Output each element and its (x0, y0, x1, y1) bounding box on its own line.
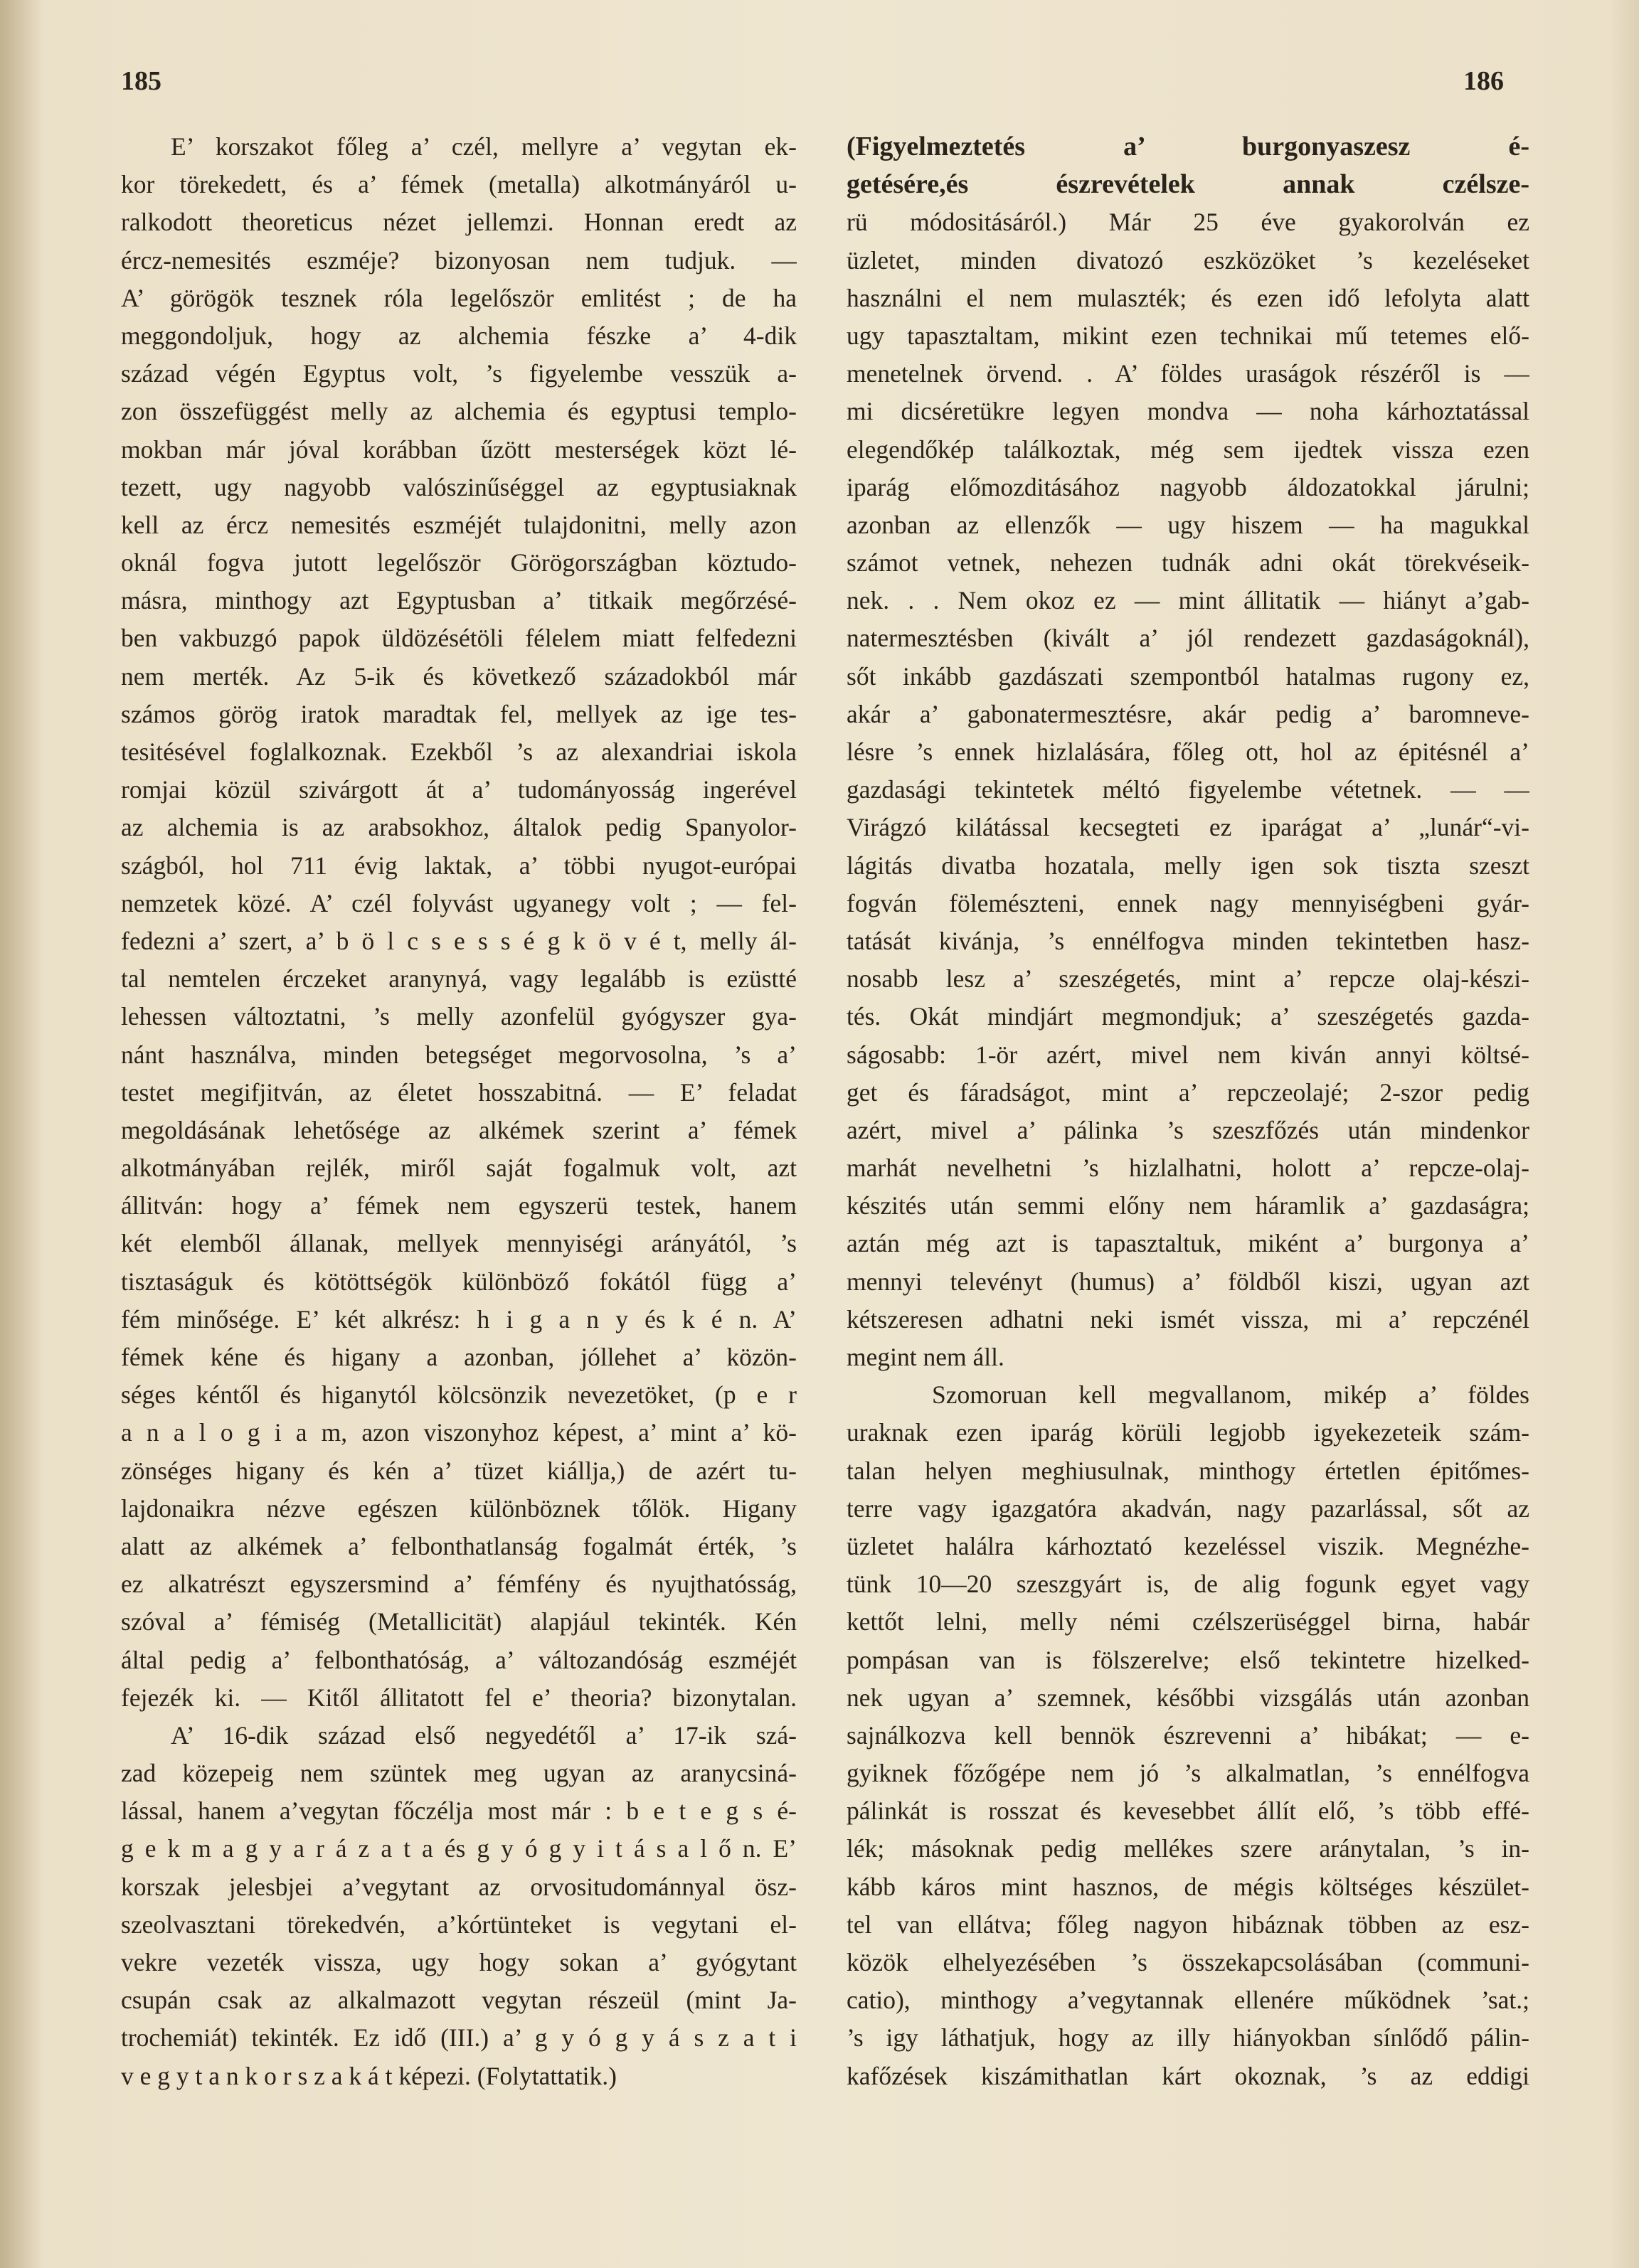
text-line: közök elhelyezésében ’s összekapcsolásában (communi- (847, 1948, 1529, 1976)
text-line: fogván fölemészteni, ennek nagy mennyiségbeni gyár- (847, 888, 1529, 917)
text-line: Virágzó kilátással kecsegteti ez iparágat a’ „lunár“-vi- (847, 813, 1529, 842)
text-line: ralkodott theoreticus nézet jellemzi. Honnan eredt az (121, 208, 797, 237)
text-line: mokban már jóval korábban űzött mesterségek közt lé- (121, 435, 797, 464)
text-line: megoldásának lehetősége az alkémek szerint a’ fémek (121, 1115, 797, 1144)
text-line: A’ görögök tesznek róla legelőször emlitést ; de ha (121, 283, 797, 312)
text-line: lajdonaikra nézve egészen különböznek tőlök. Higany (121, 1494, 797, 1523)
text-line: mi dicséretükre legyen mondva — noha kárhoztatással (847, 397, 1529, 426)
text-line: zon összefüggést melly az alchemia és egyptusi templo- (121, 397, 797, 426)
text-line: akár a’ gabonatermesztésre, akár pedig a’ baromneve- (847, 699, 1529, 728)
left-text-column (121, 128, 797, 2095)
text-line: nek. . . Nem okoz ez — mint állitatik — hiányt a’gab- (847, 586, 1529, 615)
text-line: A’ 16-dik század első negyedétől a’ 17-ik szá- (171, 1720, 797, 1750)
text-line: marhát nevelhetni ’s hizlalhatni, holott a’ repcze-olaj- (847, 1154, 1529, 1183)
text-line: romjai közül szivárgott át a’ tudományosság ingerével (121, 775, 797, 804)
text-line: nem merték. Az 5-ik és következő századokból már (121, 661, 797, 691)
text-line: pompásan van is fölszerelve; első tekintetre hizelked- (847, 1645, 1529, 1674)
text-line: fémek kéne és higany a azonban, jóllehet a’ közön- (121, 1343, 797, 1371)
text-line: lágitás divatba hozatala, melly igen sok tiszta szeszt (847, 851, 1529, 880)
text-line: talan helyen meghiusulnak, minthogy értetlen épitőmes- (847, 1456, 1529, 1485)
text-line: natermesztésben (kivált a’ jól rendezett gazdaságoknál), (847, 624, 1529, 653)
text-line: g e k m a g y a r á z a t a és g y ó g y i t á s a l ő n. E’ (121, 1834, 797, 1863)
text-line: terre vagy igazgatóra akadván, nagy pazarlással, sőt az (847, 1494, 1529, 1523)
right-text-column (847, 128, 1529, 2095)
text-line: E’ korszakot főleg a’ czél, mellyre a’ vegytan ek- (171, 132, 797, 161)
text-line: rü módositásáról.) Már 25 éve gyakorolván ez (847, 208, 1529, 237)
page-number-left: 185 (121, 66, 161, 96)
text-line: üzletet halálra kárhoztató kezeléssel viszik. Megnézhe- (847, 1531, 1529, 1560)
text-line: számot vetnek, nehezen tudnák adni okát törekvéseik- (847, 548, 1529, 577)
text-line: sajnálkozva kell bennök észrevenni a’ hibákat; — e- (847, 1720, 1529, 1750)
text-line: üzletet, minden divatozó eszközöket ’s kezeléseket (847, 245, 1529, 275)
text-line: aztán még azt is tapasztaltuk, miként a’ burgonya a’ (847, 1229, 1529, 1258)
text-line: catio), minthogy a’vegytannak ellenére működnek ’sat.; (847, 1986, 1529, 2015)
text-line: által pedig a’ felbonthatóság, a’ változandóság eszméjét (121, 1645, 797, 1674)
gutter-shadow (0, 0, 43, 2268)
text-line: meggondoljuk, hogy az alchemia fészke a’ 4-dik (121, 321, 797, 350)
text-line: korszak jelesbjei a’vegytant az orvositudománnyal ösz- (121, 1872, 797, 1901)
text-line: kább káros mint hasznos, de mégis költséges készület- (847, 1872, 1529, 1901)
text-line: század végén Egyptus volt, ’s figyelembe vesszük a- (121, 359, 797, 388)
text-line: lésre ’s ennek hizlalására, főleg ott, hol az épitésnél a’ (847, 738, 1529, 766)
text-line: Szomoruan kell megvallanom, mikép a’ földes (932, 1380, 1529, 1410)
text-line: alatt az alkémek a’ felbonthatlanság fogalmát érték, ’s (121, 1531, 797, 1560)
text-line: csupán csak az alkalmazott vegytan részeül (mint Ja- (121, 1986, 797, 2015)
text-line: elegendőkép találkoztak, még sem ijedtek vissza ezen (847, 435, 1529, 464)
text-line: nánt használva, minden betegséget megorvosolna, ’s a’ (121, 1040, 797, 1069)
text-line: nemzetek közé. A’ czél folyvást ugyanegy volt ; — fel- (121, 888, 797, 917)
text-line: tés. Okát mindjárt megmondjuk; a’ szeszégetés gazda- (847, 1002, 1529, 1031)
text-line: getésére,és észrevételek annak czélsze- (847, 169, 1529, 200)
text-line: számos görög iratok maradtak fel, mellyek az ige tes- (121, 699, 797, 728)
text-line: azonban az ellenzők — ugy hiszem — ha magukkal (847, 510, 1529, 539)
text-line: alkotmányában rejlék, miről saját fogalmuk volt, azt (121, 1154, 797, 1183)
text-line: ércz-nemesités eszméje? bizonyosan nem tudjuk. — (121, 245, 797, 275)
text-line: tel van ellátva; főleg nagyon hibáznak többen az esz- (847, 1910, 1529, 1939)
text-line: nek ugyan a’ szemnek, későbbi vizsgálás után azonban (847, 1683, 1529, 1712)
text-line: zönséges higany és kén a’ tüzet kiállja,) de azért tu- (121, 1456, 797, 1485)
text-line: kor törekedett, és a’ fémek (metalla) alkotmányáról u- (121, 170, 797, 199)
text-line: tatását kivánja, ’s ennélfogva minden tekintetben hasz- (847, 926, 1529, 955)
text-line: tezett, ugy nagyobb valószinűséggel az egyptusiaknak (121, 472, 797, 501)
text-line: készités után semmi előny nem háramlik a’ gazdaságra; (847, 1191, 1529, 1220)
text-line: az alchemia is az arabsokhoz, általok pedig Spanyolor- (121, 813, 797, 842)
text-line: gyiknek főzőgépe nem jó ’s alkalmatlan, ’s ennélfogva (847, 1759, 1529, 1788)
text-line: gazdasági tekintetek méltó figyelembe vétetnek. — — (847, 775, 1529, 804)
text-line: iparág előmozditásához nagyobb áldozatokkal járulni; (847, 472, 1529, 501)
text-line: (Figyelmeztetés a’ burgonyaszesz é- (847, 132, 1529, 161)
text-line: lehessen változtatni, ’s melly azonfelül gyógyszer gya- (121, 1002, 797, 1031)
text-line: kell az ércz nemesités eszméjét tulajdonitni, melly azon (121, 510, 797, 539)
text-line: kétszeresen adhatni neki ismét vissza, mi a’ repczénél (847, 1304, 1529, 1333)
text-line: séges kéntől és higanytól kölcsönzik nevezetöket, (p e r (121, 1380, 797, 1410)
text-line: a n a l o g i a m, azon viszonyhoz képest, a’ mint a’ kö- (121, 1418, 797, 1447)
text-line: mennyi televényt (humus) a’ földből kiszi, ugyan azt (847, 1267, 1529, 1296)
text-line: fém minősége. E’ két alkrész: h i g a n y és k é n. A’ (121, 1304, 797, 1333)
text-line: lék; másoknak pedig mellékes szere aránytalan, ’s in- (847, 1834, 1529, 1863)
text-line: lással, hanem a’vegytan főczélja most már : b e t e g s é- (121, 1796, 797, 1826)
text-line: kafőzések kiszámithatlan kárt okoznak, ’s az eddigi (847, 2061, 1529, 2090)
text-line: tesitésével foglalkoznak. Ezekből ’s az alexandriai iskola (121, 738, 797, 766)
text-line: szágból, hol 711 évig laktak, a’ többi nyugot-európai (121, 851, 797, 880)
text-line: fedezni a’ szert, a’ b ö l c s e s s é g k ö v é t, melly ál- (121, 926, 797, 955)
text-line: másra, minthogy azt Egyptusban a’ titkaik megőrzésé- (121, 586, 797, 615)
text-line: használni el nem mulaszték; és ezen idő lefolyta alatt (847, 283, 1529, 312)
text-line: állitván: hogy a’ fémek nem egyszerü testek, hanem (121, 1191, 797, 1220)
text-line: megint nem áll. (847, 1343, 1004, 1371)
text-line: uraknak ezen iparág körüli legjobb igyekezeteik szám- (847, 1418, 1529, 1447)
page-number-right: 186 (1463, 66, 1504, 96)
text-line: tisztaságuk és kötöttségök különböző fokától függ a’ (121, 1267, 797, 1296)
text-line: kettőt lelni, melly némi czélszerüséggel birna, habár (847, 1607, 1529, 1636)
text-line: pálinkát is rosszat és kevesebbet állít elő, ’s több effé- (847, 1796, 1529, 1826)
text-line: sőt inkább gazdászati szempontból hatalmas rugony ez, (847, 661, 1529, 691)
text-line: ugy tapasztaltam, mikint ezen technikai mű tetemes elő- (847, 321, 1529, 350)
text-line: menetelnek örvend. . A’ földes uraságok részéről is — (847, 359, 1529, 388)
text-line: két elemből állanak, mellyek mennyiségi arányától, ’s (121, 1229, 797, 1258)
text-line: fejezék ki. — Kitől állitatott fel e’ theoria? bizonytalan. (121, 1683, 797, 1712)
text-line: azért, mivel a’ pálinka ’s szeszfőzés után mindenkor (847, 1115, 1529, 1144)
text-line: ben vakbuzgó papok üldözésétöli félelem miatt felfedezni (121, 624, 797, 653)
text-line: ez alkatrészt egyszersmind a’ fémfény és nyujthatósság, (121, 1570, 797, 1599)
text-line: ’s igy láthatjuk, hogy az illy hiányokban sínlődő pálin- (847, 2023, 1529, 2053)
text-line: ságosabb: 1-ör azért, mivel nem kiván annyi költsé- (847, 1040, 1529, 1069)
text-line: vekre vezeték vissza, ugy hogy sokan a’ gyógytant (121, 1948, 797, 1976)
text-line: v e g y t a n k o r s z a k á t képezi. (Folytattatik.) (121, 2061, 617, 2090)
text-line: tünk 10—20 szeszgyárt is, de alig fogunk egyet vagy (847, 1570, 1529, 1599)
text-line: trochemiát) tekinték. Ez idő (III.) a’ g y ó g y á s z a t i (121, 2023, 797, 2053)
text-line: zad közepeig nem szüntek meg ugyan az aranycsiná- (121, 1759, 797, 1788)
text-line: testet megifjitván, az életet hosszabitná. — E’ feladat (121, 1077, 797, 1107)
text-line: oknál fogva jutott legelőször Görögországban köztudo- (121, 548, 797, 577)
text-line: get és fáradságot, mint a’ repczeolajé; 2-szor pedig (847, 1077, 1529, 1107)
text-line: szóval a’ fémiség (Metallicität) alapjául tekinték. Kén (121, 1607, 797, 1636)
text-line: szeolvasztani törekedvén, a’kórtünteket is vegytani el- (121, 1910, 797, 1939)
text-line: nosabb lesz a’ szeszégetés, mint a’ repcze olaj-készi- (847, 964, 1529, 994)
text-line: tal nemtelen érczeket aranynyá, vagy legalább is ezüstté (121, 964, 797, 994)
